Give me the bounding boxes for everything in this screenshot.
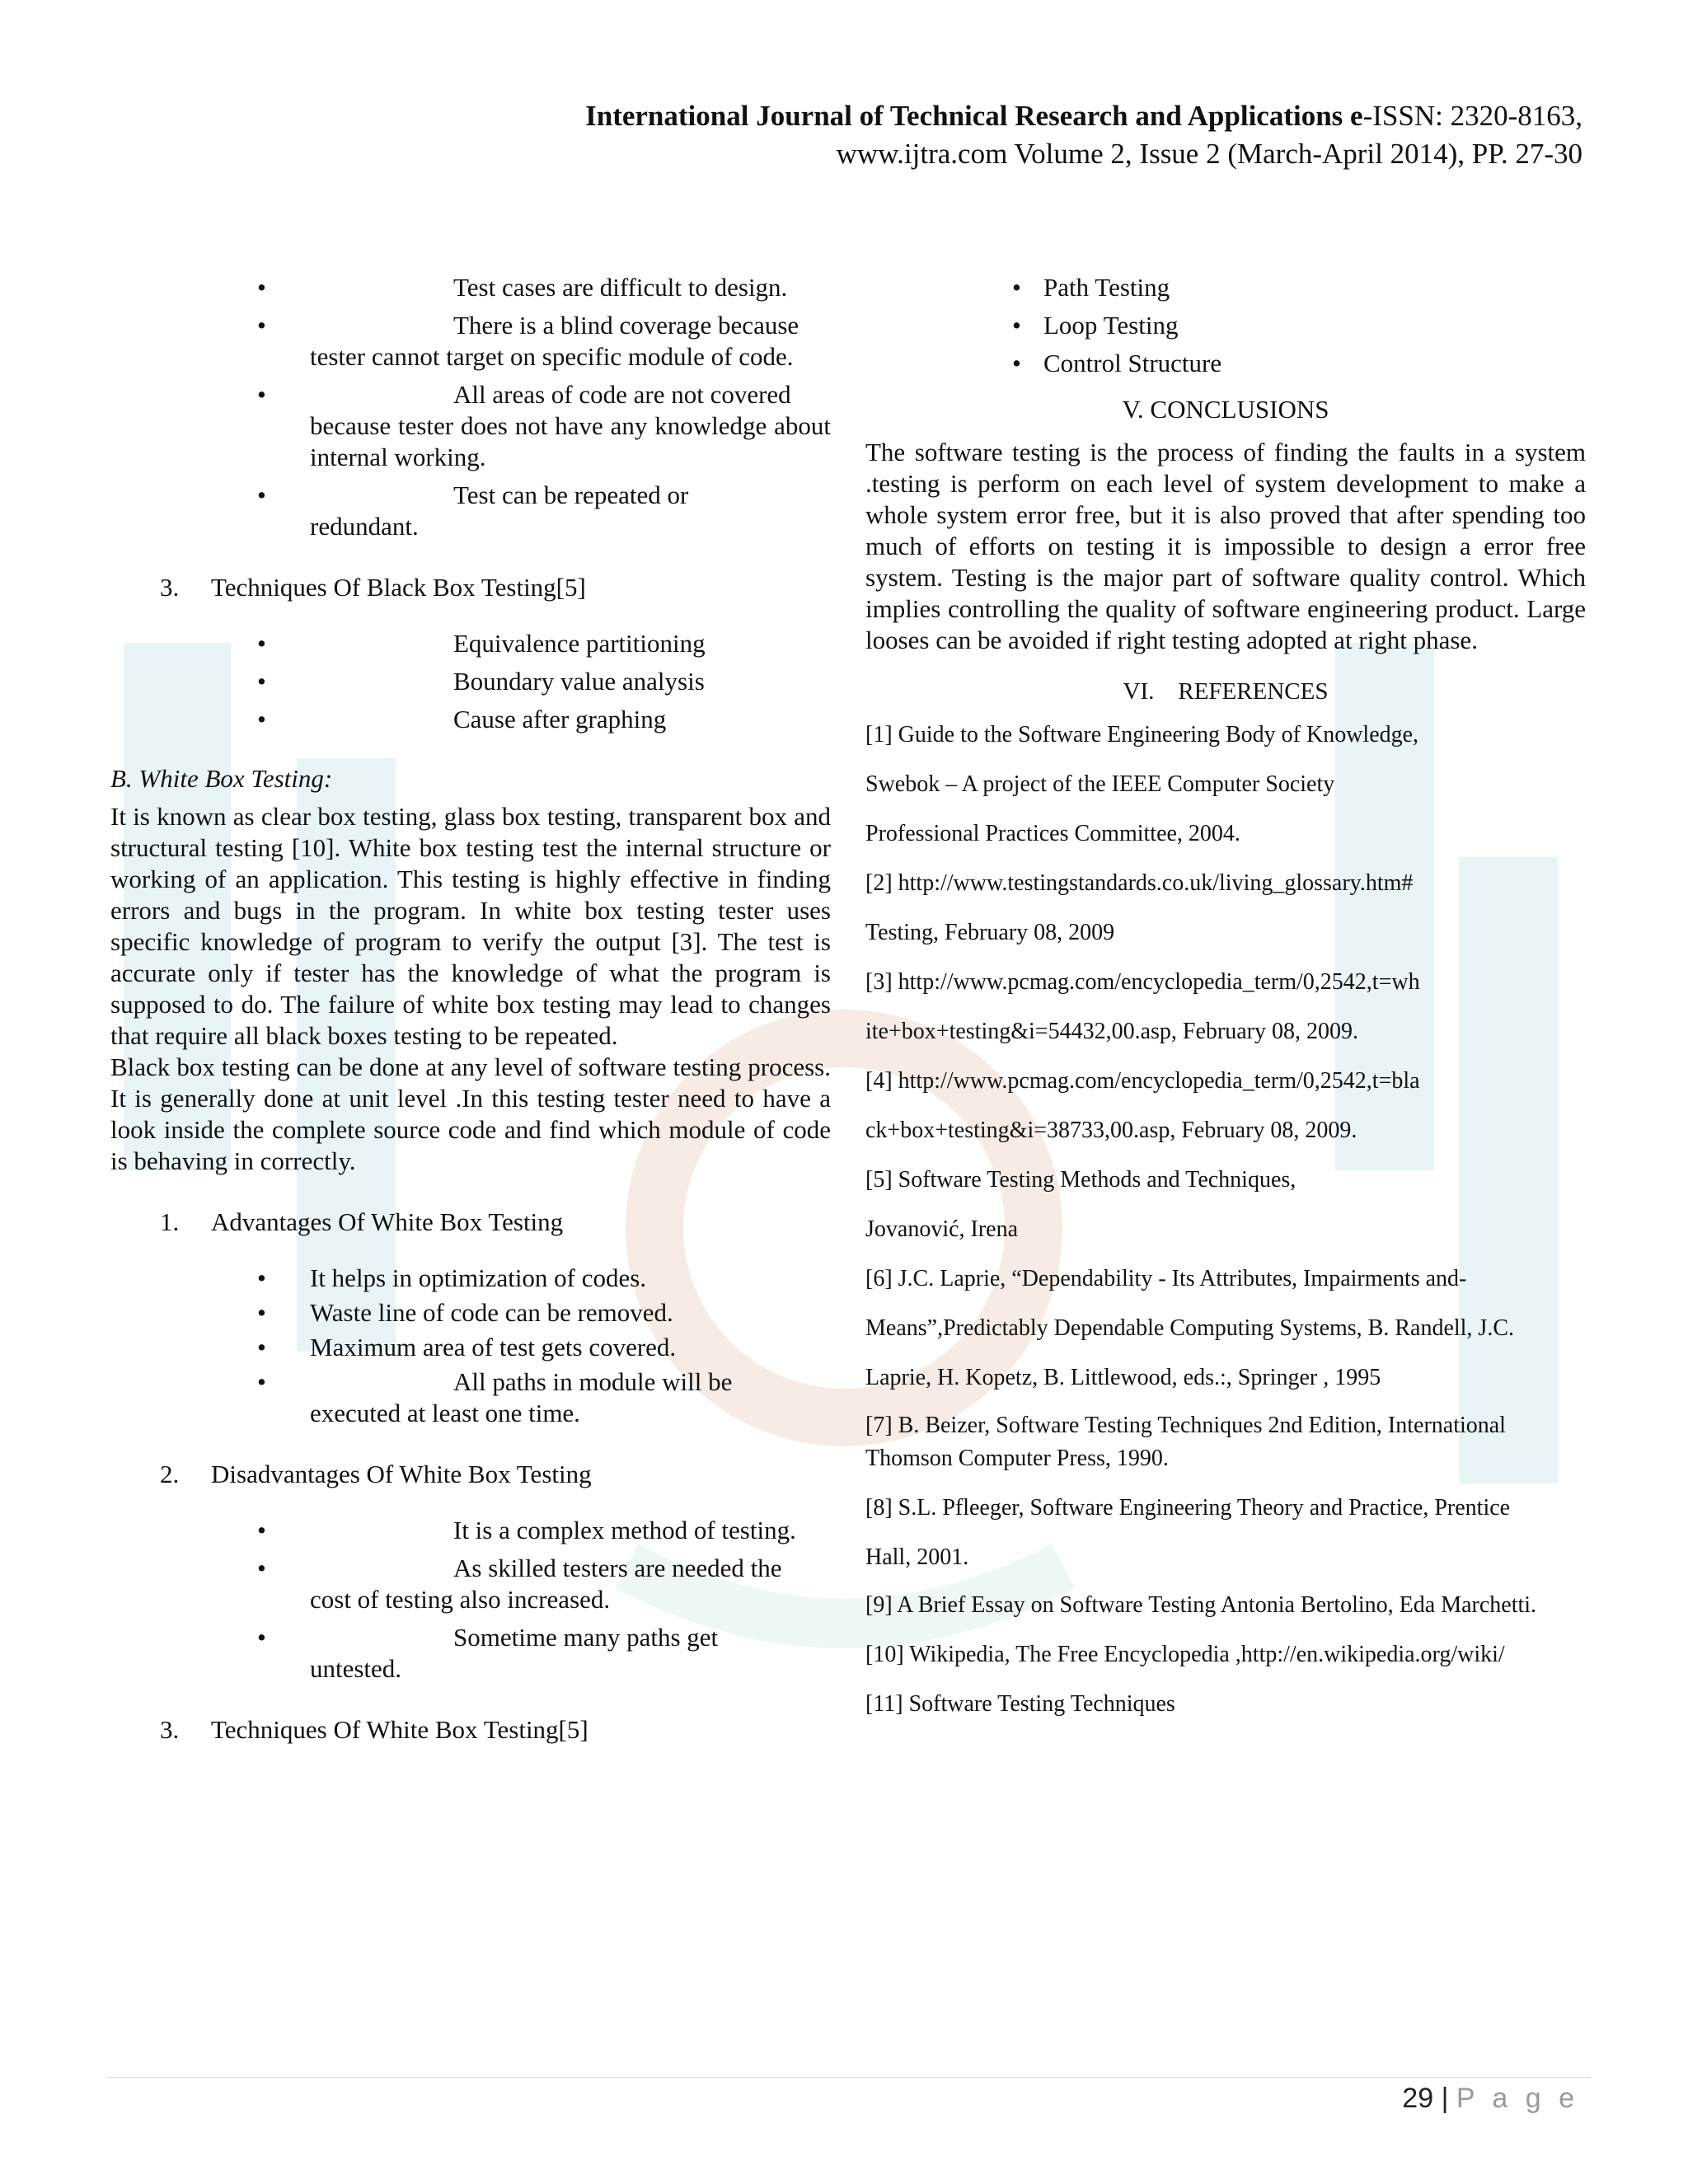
page-footer	[1402, 2079, 1579, 2118]
list-item: • Path Testing	[1012, 273, 1170, 302]
reference-line: [9] A Brief Essay on Software Testing Antonia Bertolino, Eda Marchetti.	[865, 1592, 1537, 1618]
reference-line: [10] Wikipedia, The Free Encyclopedia ,http://en.wikipedia.org/wiki/	[865, 1642, 1505, 1667]
bullet-icon: •	[1012, 349, 1021, 377]
section-heading: V. CONCLUSIONS	[1122, 395, 1329, 424]
reference-line: [11] Software Testing Techniques	[865, 1691, 1175, 1717]
subsection-heading: 2. Disadvantages Of White Box Testing	[160, 1460, 592, 1488]
bullet-icon: •	[257, 380, 266, 409]
list-item: • Loop Testing	[1012, 311, 1179, 340]
reference-line: [1] Guide to the Software Engineering Body of Knowledge,	[865, 722, 1419, 748]
footer-separator: |	[1441, 2083, 1449, 2114]
bullet-icon: •	[1012, 273, 1021, 302]
bullet-icon: •	[257, 1298, 266, 1327]
reference-list	[865, 710, 1586, 1729]
page-label: P a g e	[1456, 2083, 1579, 2114]
bullet-icon: •	[257, 629, 266, 658]
reference-line: Jovanović, Irena	[865, 1216, 1019, 1242]
right-column	[865, 272, 1586, 1729]
subsection-heading: 1. Advantages Of White Box Testing	[160, 1207, 564, 1236]
body-paragraph: It is known as clear box testing, glass box testing, transparent box and structural testing [10]. White box testing test the internal structure or working of an application. This testing is highly effective in finding errors and bugs in the program. In white box testing tester uses specific knowledge of program to verify the output [3]. The test is accurate only if tester has the knowledge of what the program is supposed to do. The failure of white box testing may lead to changes that require all black boxes testing to be repeated.	[110, 802, 831, 1050]
reference-line: Swebok – A project of the IEEE Computer Society	[865, 771, 1335, 797]
page-number: 29	[1402, 2083, 1434, 2114]
bullet-icon: •	[257, 273, 266, 302]
left-column	[110, 272, 831, 1746]
reference-line: Means”,Predictably Dependable Computing Systems, B. Randell, J.C.	[865, 1315, 1515, 1341]
bullet-icon: •	[257, 1333, 266, 1361]
list-item: • Maximum area of test gets covered.	[257, 1333, 677, 1361]
reference-line: Professional Practices Committee, 2004.	[865, 821, 1240, 846]
list-item: • Waste line of code can be removed.	[257, 1298, 673, 1327]
list-item: • It helps in optimization of codes.	[257, 1263, 647, 1292]
list-item: • There is a blind coverage because tester cannot target on specific module of code.	[257, 311, 799, 371]
journal-name: International Journal of Technical Research and Applications e	[585, 100, 1363, 132]
reference-line: [3] http://www.pcmag.com/encyclopedia_term/0,2542,t=wh	[865, 969, 1420, 995]
bullet-icon: •	[257, 1554, 266, 1582]
bullet-icon: •	[257, 311, 266, 340]
list-item: • All areas of code are not covered because tester does not have any knowledge about internal working.	[257, 380, 831, 471]
section-heading: B. White Box Testing:	[110, 764, 333, 793]
journal-volume-line: www.ijtra.com Volume 2, Issue 2 (March-April 2014), PP. 27-30	[836, 138, 1582, 170]
footer-divider	[107, 2077, 1591, 2078]
list-item: • Boundary value analysis	[257, 667, 705, 696]
list-item: • Equivalence partitioning	[257, 629, 706, 658]
reference-line: [7] B. Beizer, Software Testing Techniques 2nd Edition, International Thomson Computer Press, 1990.	[865, 1413, 1506, 1471]
list-item: • As skilled testers are needed the cost of testing also increased.	[257, 1554, 782, 1614]
reference-line: ite+box+testing&i=54432,00.asp, February 08, 2009.	[865, 1019, 1358, 1044]
body-paragraph: The software testing is the process of finding the faults in a system .testing is perform on each level of system development to make a whole system error free, but it is also proved that after spending too much of efforts on testing it is impossible to design a error free system. Testing is the major part of software quality control. Which implies controlling the quality of software engineering product. Large looses can be avoided if right testing adopted at right phase.	[865, 438, 1586, 654]
subsection-heading: 3. Techniques Of White Box Testing[5]	[160, 1715, 588, 1744]
journal-issn: -ISSN: 2320-8163,	[1362, 100, 1582, 132]
reference-line: [4] http://www.pcmag.com/encyclopedia_term/0,2542,t=bla	[865, 1068, 1420, 1094]
reference-line: [6] J.C. Laprie, “Dependability - Its Attributes, Impairments and-	[865, 1266, 1467, 1291]
list-item: • Cause after graphing	[257, 705, 667, 733]
list-item: • Test can be repeated or redundant.	[257, 480, 689, 541]
subsection-heading: 3. Techniques Of Black Box Testing[5]	[160, 573, 586, 602]
bullet-icon: •	[257, 480, 266, 509]
bullet-icon: •	[257, 1263, 266, 1292]
list-item: • Sometime many paths get untested.	[257, 1623, 719, 1683]
reference-line: [5] Software Testing Methods and Techniques,	[865, 1167, 1296, 1193]
body-paragraph: Black box testing can be done at any level of software testing process. It is generally done at unit level .In this testing tester need to have a look inside the complete source code and find which module of code is behaving in correctly.	[110, 1052, 831, 1175]
reference-line: Testing, February 08, 2009	[865, 920, 1115, 945]
bullet-icon: •	[257, 1516, 266, 1544]
bullet-icon: •	[257, 1623, 266, 1652]
bullet-icon: •	[1012, 311, 1021, 340]
reference-line: Laprie, H. Kopetz, B. Littlewood, eds.:, Springer , 1995	[865, 1365, 1381, 1390]
section-heading: VI. REFERENCES	[1123, 678, 1329, 705]
reference-line: [8] S.L. Pfleeger, Software Engineering Theory and Practice, Prentice	[865, 1495, 1511, 1521]
list-item: • Control Structure	[1012, 349, 1222, 377]
list-item: • It is a complex method of testing.	[257, 1516, 796, 1544]
reference-line: Hall, 2001.	[865, 1544, 969, 1570]
bullet-icon: •	[257, 667, 266, 696]
list-item: • All paths in module will be executed at least one time.	[257, 1367, 733, 1427]
reference-line: [2] http://www.testingstandards.co.uk/living_glossary.htm#	[865, 870, 1414, 896]
reference-line: ck+box+testing&i=38733,00.asp, February 08, 2009.	[865, 1118, 1357, 1143]
bullet-icon: •	[257, 705, 266, 733]
journal-header	[585, 97, 1582, 173]
list-item: • Test cases are difficult to design.	[257, 273, 788, 302]
bullet-icon: •	[257, 1367, 266, 1396]
